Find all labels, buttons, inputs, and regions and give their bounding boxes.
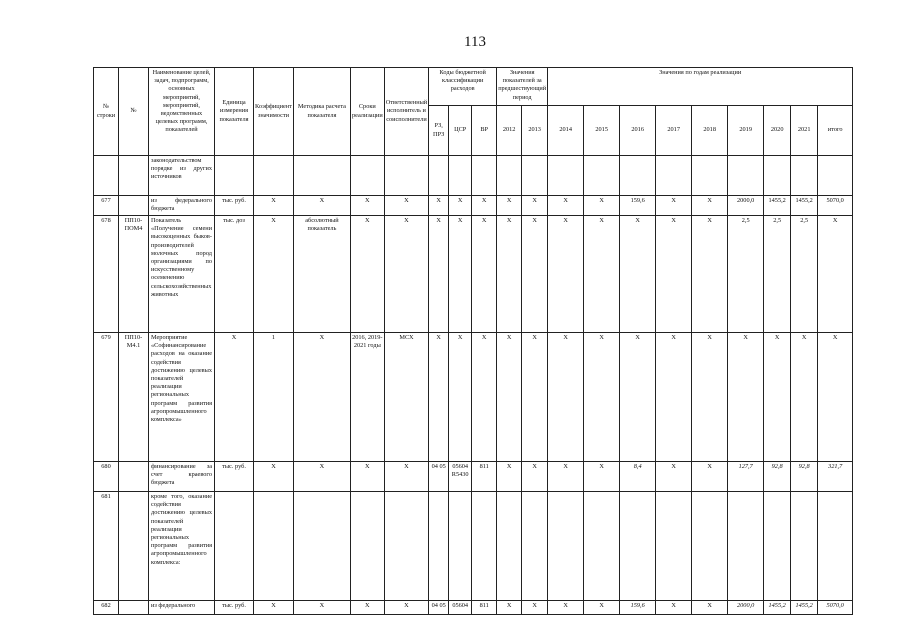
cell-term: X [350, 216, 384, 333]
header-year-2021: 2021 [791, 106, 818, 156]
cell-2014 [548, 492, 584, 601]
cell-2013: X [522, 333, 548, 462]
cell-rz: X [429, 333, 449, 462]
cell-2017 [656, 156, 692, 196]
cell-vr [472, 492, 497, 601]
cell-2021: 1455,2 [791, 196, 818, 216]
cell-vr: X [472, 196, 497, 216]
table-row [94, 462, 853, 492]
cell-2012 [497, 492, 522, 601]
cell-csr: 05604 [449, 601, 472, 615]
cell-rz: 04 05 [429, 601, 449, 615]
cell-row-number: 681 [94, 492, 119, 601]
cell-vr: 811 [472, 462, 497, 492]
cell-2017: X [656, 196, 692, 216]
header-method: Методика расчета показателя [293, 68, 350, 156]
cell-2017: X [656, 216, 692, 333]
cell-2015: X [584, 216, 620, 333]
cell-2019: 127,7 [728, 462, 764, 492]
cell-csr: X [449, 196, 472, 216]
cell-2016: X [620, 333, 656, 462]
budget-indicators-table [93, 67, 853, 615]
cell-2012: X [497, 333, 522, 462]
cell-method [293, 492, 350, 601]
cell-2019: 2,5 [728, 216, 764, 333]
cell-2019: X [728, 333, 764, 462]
cell-2012: X [497, 601, 522, 615]
cell-2017: X [656, 333, 692, 462]
cell-unit: тыс. руб. [215, 462, 254, 492]
cell-2016 [620, 156, 656, 196]
cell-number [119, 601, 149, 615]
table-row [94, 196, 853, 216]
cell-2018: X [692, 333, 728, 462]
cell-2016: X [620, 216, 656, 333]
cell-row-number: 677 [94, 196, 119, 216]
cell-2014: X [548, 333, 584, 462]
cell-number: ПП10-М4.1 [119, 333, 149, 462]
cell-2017 [656, 492, 692, 601]
cell-2016: 159,6 [620, 601, 656, 615]
cell-2015: X [584, 462, 620, 492]
cell-row-number: 680 [94, 462, 119, 492]
header-row-number: № строки [94, 68, 119, 156]
cell-2017: X [656, 601, 692, 615]
cell-rz: 04 05 [429, 462, 449, 492]
cell-vr: 811 [472, 601, 497, 615]
cell-method: X [293, 601, 350, 615]
cell-2015 [584, 156, 620, 196]
cell-term: X [350, 462, 384, 492]
cell-rz [429, 156, 449, 196]
header-year-2016: 2016 [620, 106, 656, 156]
cell-coefficient: X [254, 462, 294, 492]
header-executor: Ответственный исполнитель и соисполнители [384, 68, 428, 156]
cell-2015 [584, 492, 620, 601]
table-row [94, 156, 853, 196]
cell-2018: X [692, 196, 728, 216]
cell-unit [215, 492, 254, 601]
cell-2021 [791, 156, 818, 196]
cell-2016: 8,4 [620, 462, 656, 492]
cell-term [350, 492, 384, 601]
header-unit: Единица измерения показателя [215, 68, 254, 156]
cell-total: 5070,0 [818, 196, 853, 216]
cell-vr: X [472, 333, 497, 462]
cell-2020: 1455,2 [764, 601, 791, 615]
cell-csr: 05604 R5430 [449, 462, 472, 492]
cell-vr: X [472, 216, 497, 333]
cell-2018: X [692, 462, 728, 492]
header-year-2012: 2012 [497, 106, 522, 156]
cell-row-number: 678 [94, 216, 119, 333]
cell-2013: X [522, 196, 548, 216]
cell-name: из федерального бюджета [149, 196, 215, 216]
header-year-2018: 2018 [692, 106, 728, 156]
header-year-2015: 2015 [584, 106, 620, 156]
cell-2021: 2,5 [791, 216, 818, 333]
cell-2021: X [791, 333, 818, 462]
cell-csr: X [449, 333, 472, 462]
cell-2018: X [692, 601, 728, 615]
cell-2012: X [497, 216, 522, 333]
cell-name: кроме того, оказание содействия достижению целевых показателей реализации региональных программ развития агропромышленного комплекса: [149, 492, 215, 601]
header-previous-values: Значения показателей за предшествующий период [497, 68, 548, 106]
cell-number [119, 156, 149, 196]
cell-2014: X [548, 601, 584, 615]
cell-2018: X [692, 216, 728, 333]
cell-csr [449, 156, 472, 196]
header-year-2017: 2017 [656, 106, 692, 156]
cell-executor: X [384, 601, 428, 615]
cell-2020 [764, 492, 791, 601]
cell-row-number: 682 [94, 601, 119, 615]
cell-row-number: 679 [94, 333, 119, 462]
header-coefficient: Коэффициент значимости [254, 68, 294, 156]
cell-2014: X [548, 216, 584, 333]
cell-2014 [548, 156, 584, 196]
cell-term: X [350, 601, 384, 615]
cell-number: ПП10-ПОМ4 [119, 216, 149, 333]
cell-csr: X [449, 216, 472, 333]
cell-2020: 1455,2 [764, 196, 791, 216]
cell-2020 [764, 156, 791, 196]
cell-number [119, 492, 149, 601]
cell-total: 321,7 [818, 462, 853, 492]
cell-rz: X [429, 216, 449, 333]
cell-name: Мероприятие «Софинансирование расходов на оказание содействия достижению целевых показателей реализации региональных программ развития агропромышленного комплекса» [149, 333, 215, 462]
cell-name: из федерального [149, 601, 215, 615]
cell-name: Показатель «Получение семени высокоценных быков-производителей молочных пород организациями по искусственному осеменению сельскохозяйственных животных [149, 216, 215, 333]
cell-executor [384, 156, 428, 196]
header-number: № [119, 68, 149, 156]
cell-coefficient: X [254, 196, 294, 216]
cell-csr [449, 492, 472, 601]
cell-2018 [692, 492, 728, 601]
cell-executor: X [384, 196, 428, 216]
cell-term: X [350, 196, 384, 216]
header-year-2020: 2020 [764, 106, 791, 156]
cell-unit: тыс. руб. [215, 601, 254, 615]
cell-method: X [293, 333, 350, 462]
cell-total [818, 492, 853, 601]
cell-vr [472, 156, 497, 196]
header-total: итого [818, 106, 853, 156]
cell-coefficient: X [254, 601, 294, 615]
cell-2017: X [656, 462, 692, 492]
cell-unit: X [215, 333, 254, 462]
cell-executor: X [384, 462, 428, 492]
cell-2012: X [497, 462, 522, 492]
header-year-2019: 2019 [728, 106, 764, 156]
cell-2013: X [522, 601, 548, 615]
cell-2012 [497, 156, 522, 196]
cell-name: законодательством порядке из других источников [149, 156, 215, 196]
cell-2018 [692, 156, 728, 196]
cell-2021: 1455,2 [791, 601, 818, 615]
cell-2019 [728, 492, 764, 601]
cell-unit: тыс. доз [215, 216, 254, 333]
cell-2013: X [522, 462, 548, 492]
cell-method: абсолютный показатель [293, 216, 350, 333]
cell-2019: 2000,0 [728, 196, 764, 216]
cell-2020: 92,8 [764, 462, 791, 492]
cell-2019 [728, 156, 764, 196]
cell-2021 [791, 492, 818, 601]
cell-method: X [293, 196, 350, 216]
header-row-1 [94, 68, 853, 106]
cell-2015: X [584, 333, 620, 462]
cell-number [119, 196, 149, 216]
cell-row-number [94, 156, 119, 196]
header-year-values: Значения по годам реализации [548, 68, 853, 106]
cell-term: 2016, 2019-2021 годы [350, 333, 384, 462]
cell-method: X [293, 462, 350, 492]
cell-coefficient: X [254, 216, 294, 333]
header-year-2013: 2013 [522, 106, 548, 156]
cell-name: финансирование за счет краевого бюджета [149, 462, 215, 492]
cell-2014: X [548, 196, 584, 216]
cell-2013 [522, 492, 548, 601]
cell-coefficient [254, 156, 294, 196]
cell-2013 [522, 156, 548, 196]
table-row [94, 333, 853, 462]
cell-rz: X [429, 196, 449, 216]
cell-2016 [620, 492, 656, 601]
cell-executor: МСХ [384, 333, 428, 462]
cell-method [293, 156, 350, 196]
cell-total: X [818, 216, 853, 333]
cell-total [818, 156, 853, 196]
cell-rz [429, 492, 449, 601]
cell-total: X [818, 333, 853, 462]
header-term: Сроки реализации [350, 68, 384, 156]
header-name: Наименование целей, задач, подпрограмм, основных мероприятий, мероприятий, ведомственных целевых программ, показателей [149, 68, 215, 156]
cell-2016: 159,6 [620, 196, 656, 216]
cell-2020: 2,5 [764, 216, 791, 333]
table-row [94, 216, 853, 333]
header-vr: ВР [472, 106, 497, 156]
cell-2019: 2000,0 [728, 601, 764, 615]
cell-unit: тыс. руб. [215, 196, 254, 216]
cell-2015: X [584, 196, 620, 216]
cell-unit [215, 156, 254, 196]
header-rz: РЗ, ПРЗ [429, 106, 449, 156]
cell-2021: 92,8 [791, 462, 818, 492]
cell-2020: X [764, 333, 791, 462]
header-csr: ЦСР [449, 106, 472, 156]
cell-executor [384, 492, 428, 601]
header-budget-codes: Коды бюджетной классификации расходов [429, 68, 497, 106]
table-row [94, 492, 853, 601]
cell-coefficient: 1 [254, 333, 294, 462]
cell-total: 5070,0 [818, 601, 853, 615]
cell-number [119, 462, 149, 492]
header-year-2014: 2014 [548, 106, 584, 156]
table-row [94, 601, 853, 615]
cell-2015: X [584, 601, 620, 615]
page-number: 113 [464, 34, 486, 50]
cell-2013: X [522, 216, 548, 333]
cell-coefficient [254, 492, 294, 601]
cell-executor: X [384, 216, 428, 333]
cell-2014: X [548, 462, 584, 492]
cell-term [350, 156, 384, 196]
cell-2012: X [497, 196, 522, 216]
